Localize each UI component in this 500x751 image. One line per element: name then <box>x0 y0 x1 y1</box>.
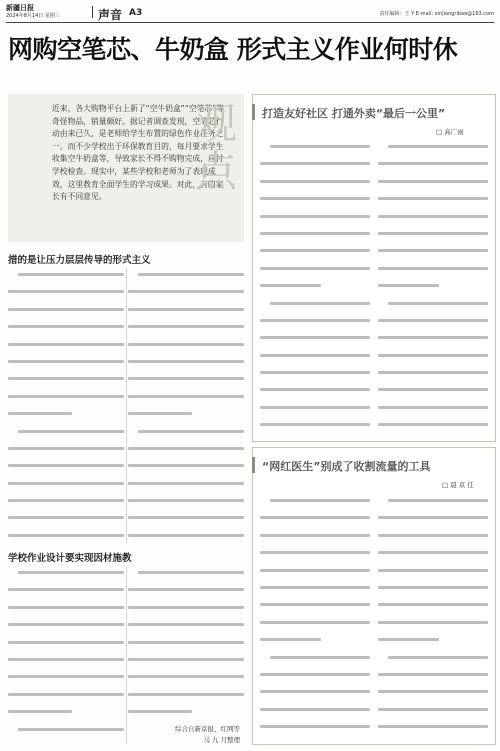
text-line <box>128 377 244 389</box>
text-line <box>128 308 244 320</box>
text-line <box>378 569 488 581</box>
left-bottom-column-2 <box>128 566 244 716</box>
text-line <box>260 656 370 668</box>
text-line <box>378 423 488 432</box>
text-line <box>260 516 370 528</box>
editor-credit: 马 九 月整理 <box>203 736 240 744</box>
illegible-text <box>378 388 488 391</box>
right-bottom-title: “网红医生”别成了收割流量的工具 <box>262 460 431 473</box>
illegible-text <box>8 606 124 609</box>
text-line <box>260 284 370 296</box>
illegible-text <box>260 534 370 537</box>
title-accent-bar <box>252 104 255 120</box>
text-line <box>128 693 244 705</box>
illegible-text <box>128 290 244 293</box>
illegible-text <box>128 658 244 661</box>
text-line <box>128 658 244 670</box>
illegible-text <box>8 412 72 415</box>
text-line <box>128 430 244 442</box>
illegible-text <box>378 319 488 322</box>
illegible-text <box>8 308 124 311</box>
text-line <box>260 586 370 598</box>
illegible-text <box>260 603 370 606</box>
illegible-text <box>378 423 488 426</box>
illegible-text <box>378 708 488 711</box>
text-line <box>378 725 488 737</box>
text-line <box>260 603 370 615</box>
illegible-text <box>138 273 244 276</box>
illegible-text <box>260 197 370 200</box>
text-line <box>260 569 370 581</box>
text-line <box>8 675 124 687</box>
illegible-text <box>378 215 488 218</box>
text-line <box>128 412 244 424</box>
text-line <box>378 516 488 528</box>
illegible-text <box>260 708 370 711</box>
illegible-text <box>378 267 488 270</box>
illegible-text <box>8 499 124 502</box>
illegible-text <box>138 430 244 433</box>
illegible-text <box>378 551 488 554</box>
right-bottom-column-1 <box>260 494 370 738</box>
illegible-text <box>128 641 244 644</box>
illegible-text <box>378 162 488 165</box>
text-line <box>128 395 244 407</box>
illegible-text <box>260 621 370 624</box>
text-line <box>260 180 370 192</box>
illegible-text <box>378 336 488 339</box>
text-line <box>378 603 488 615</box>
illegible-text <box>128 623 244 626</box>
masthead-divider <box>92 6 93 18</box>
illegible-text <box>128 693 244 696</box>
text-line <box>8 571 124 583</box>
text-line <box>8 588 124 600</box>
text-line <box>378 267 488 279</box>
text-line <box>378 232 488 244</box>
right-top-title: 打造友好社区 打通外卖“最后一公里” <box>262 107 446 120</box>
text-line <box>8 710 124 722</box>
text-line <box>128 499 244 511</box>
illegible-text <box>260 569 370 572</box>
illegible-text <box>378 406 488 409</box>
illegible-text <box>260 215 370 218</box>
text-line <box>8 516 124 528</box>
illegible-text <box>128 482 244 485</box>
illegible-text <box>8 623 124 626</box>
text-line <box>8 447 124 459</box>
text-line <box>8 343 124 355</box>
illegible-text <box>378 621 488 624</box>
illegible-text <box>260 162 370 165</box>
text-line <box>378 499 488 511</box>
illegible-text <box>378 586 488 589</box>
text-line <box>8 728 124 740</box>
illegible-text <box>270 499 370 502</box>
illegible-text <box>260 423 370 426</box>
text-line <box>8 641 124 653</box>
illegible-text <box>128 534 244 537</box>
text-line <box>260 162 370 174</box>
illegible-text <box>8 588 124 591</box>
text-line <box>128 464 244 476</box>
text-line <box>378 621 488 633</box>
decorative-heading: 观点 <box>194 99 237 196</box>
source-credit: 综合自新京报、红网等 <box>175 725 240 733</box>
illegible-text <box>270 656 370 659</box>
text-line <box>378 388 488 400</box>
text-line <box>128 571 244 583</box>
editor-info: 责任编辑：王 Y E-mail: xinjiangribao@163.com <box>379 11 494 17</box>
illegible-text <box>8 377 124 380</box>
illegible-text <box>8 447 124 450</box>
illegible-text <box>378 690 488 693</box>
text-line <box>260 336 370 348</box>
illegible-text <box>8 290 124 293</box>
illegible-text <box>128 412 192 415</box>
title-accent-bar <box>252 457 255 473</box>
text-line <box>128 710 244 716</box>
text-line <box>8 499 124 511</box>
illegible-text <box>8 534 124 537</box>
illegible-text <box>8 395 124 398</box>
illegible-text <box>378 516 488 519</box>
text-line <box>378 406 488 418</box>
illegible-text <box>8 360 124 363</box>
text-line <box>260 267 370 279</box>
illegible-text <box>378 232 488 235</box>
illegible-text <box>388 302 488 305</box>
text-line <box>378 162 488 174</box>
illegible-text <box>260 690 370 693</box>
text-line <box>128 588 244 600</box>
text-line <box>260 232 370 244</box>
text-line <box>260 319 370 331</box>
illegible-text <box>270 145 370 148</box>
illegible-text <box>378 284 439 287</box>
text-line <box>378 708 488 720</box>
text-line <box>8 606 124 618</box>
illegible-text <box>128 360 244 363</box>
illegible-text <box>18 571 124 574</box>
illegible-text <box>8 464 124 467</box>
illegible-text <box>260 388 370 391</box>
text-line <box>260 638 370 650</box>
text-line <box>128 360 244 372</box>
illegible-text <box>128 499 244 502</box>
text-line <box>128 641 244 653</box>
illegible-text <box>128 464 244 467</box>
left-top-column-2 <box>128 268 244 543</box>
right-top-byline: □ 高广雨 <box>436 128 464 136</box>
illegible-text <box>18 273 124 276</box>
illegible-text <box>8 675 124 678</box>
text-line <box>8 693 124 705</box>
text-line <box>260 551 370 563</box>
illegible-text <box>18 430 124 433</box>
right-top-column-1 <box>260 140 370 432</box>
text-line <box>260 388 370 400</box>
illegible-text <box>8 325 124 328</box>
illegible-text <box>378 534 488 537</box>
section-number: A3 <box>129 8 143 18</box>
illegible-text <box>260 638 321 641</box>
text-line <box>128 343 244 355</box>
right-top-column-2 <box>378 140 488 432</box>
text-line <box>378 690 488 702</box>
left-bottom-subhead: 学校作业设计要实现因材施教 <box>8 553 132 564</box>
illegible-text <box>260 354 370 357</box>
illegible-text <box>388 499 488 502</box>
illegible-text <box>260 249 370 252</box>
text-line <box>260 499 370 511</box>
text-line <box>378 319 488 331</box>
text-line <box>378 551 488 563</box>
text-line <box>260 534 370 546</box>
illegible-text <box>128 516 244 519</box>
text-line <box>8 430 124 442</box>
text-line <box>378 215 488 227</box>
text-line <box>8 360 124 372</box>
text-line <box>8 464 124 476</box>
paper-name: 新疆日报 <box>6 3 34 12</box>
text-line <box>260 406 370 418</box>
column-rule <box>126 268 127 543</box>
illegible-text <box>378 371 488 374</box>
text-line <box>378 145 488 157</box>
right-bottom-column-2 <box>378 494 488 738</box>
illegible-text <box>128 675 244 678</box>
text-line <box>260 423 370 432</box>
text-line <box>8 377 124 389</box>
illegible-text <box>18 728 124 731</box>
illegible-text <box>260 551 370 554</box>
text-line <box>378 638 488 650</box>
text-line <box>8 395 124 407</box>
text-line <box>260 621 370 633</box>
illegible-text <box>388 145 488 148</box>
illegible-text <box>378 603 488 606</box>
illegible-text <box>378 638 439 641</box>
text-line <box>260 145 370 157</box>
text-line <box>260 249 370 261</box>
text-line <box>128 273 244 285</box>
text-line <box>378 371 488 383</box>
illegible-text <box>128 308 244 311</box>
illegible-text <box>8 641 124 644</box>
text-line <box>128 534 244 543</box>
illegible-text <box>260 180 370 183</box>
text-line <box>378 302 488 314</box>
illegible-text <box>260 586 370 589</box>
left-bottom-column-1 <box>8 566 124 744</box>
illegible-text <box>128 325 244 328</box>
text-line <box>128 447 244 459</box>
text-line <box>8 658 124 670</box>
text-line <box>378 586 488 598</box>
text-line <box>378 197 488 209</box>
issue-date: 2024年8月14日 星期三 <box>6 13 60 19</box>
illegible-text <box>378 249 488 252</box>
illegible-text <box>128 606 244 609</box>
illegible-text <box>8 693 124 696</box>
right-bottom-byline: □ 晨 京 任 <box>442 481 474 489</box>
text-line <box>378 284 488 296</box>
illegible-text <box>260 267 370 270</box>
text-line <box>378 336 488 348</box>
illegible-text <box>270 302 370 305</box>
text-line <box>260 725 370 737</box>
text-line <box>260 215 370 227</box>
text-line <box>378 180 488 192</box>
illegible-text <box>8 482 124 485</box>
illegible-text <box>260 319 370 322</box>
illegible-text <box>260 232 370 235</box>
text-line <box>260 197 370 209</box>
illegible-text <box>128 395 244 398</box>
left-top-column-1 <box>8 268 124 543</box>
illegible-text <box>260 284 321 287</box>
text-line <box>8 308 124 320</box>
illegible-text <box>378 673 488 676</box>
illegible-text <box>378 180 488 183</box>
text-line <box>128 623 244 635</box>
illegible-text <box>378 725 488 728</box>
text-line <box>8 290 124 302</box>
page-headline: 网购空笔芯、牛奶盒 形式主义作业何时休 <box>8 35 458 64</box>
illegible-text <box>128 343 244 346</box>
text-line <box>128 290 244 302</box>
illegible-text <box>378 354 488 357</box>
text-line <box>128 606 244 618</box>
text-line <box>8 412 124 424</box>
text-line <box>260 354 370 366</box>
text-line <box>128 482 244 494</box>
illegible-text <box>138 571 244 574</box>
text-line <box>128 516 244 528</box>
illegible-text <box>260 516 370 519</box>
illegible-text <box>8 343 124 346</box>
text-line <box>8 623 124 635</box>
lead-paragraph: 近来，各大购物平台上新了“空牛奶盒”“空笔芯”等奇怪物品，销量颇好。据记者调查发现，空笔芯行动由来已久，是老师给学生布置的绿色作业任务之一。而不少学校出于环保教育目的，每月要求学生收集空牛奶盒等，导致家长不得不购物完成，应付学校检查。现实中，某些学校和老师为了表现成效，这里教育全面学生的学习成果。对此，有的家长有不同意见。 <box>52 104 225 202</box>
illegible-text <box>378 197 488 200</box>
text-line <box>128 325 244 337</box>
text-line <box>378 673 488 685</box>
text-line <box>378 249 488 261</box>
section-name: 声音 <box>98 8 123 22</box>
column-rule <box>126 566 127 744</box>
text-line <box>260 371 370 383</box>
illegible-text <box>260 673 370 676</box>
illegible-text <box>378 569 488 572</box>
text-line <box>8 534 124 543</box>
text-line <box>260 302 370 314</box>
illegible-text <box>260 725 370 728</box>
text-line <box>378 656 488 668</box>
text-line <box>8 273 124 285</box>
text-line <box>378 534 488 546</box>
illegible-text <box>128 447 244 450</box>
text-line <box>260 673 370 685</box>
illegible-text <box>388 656 488 659</box>
text-line <box>378 354 488 366</box>
illegible-text <box>260 371 370 374</box>
illegible-text <box>8 710 72 713</box>
text-line <box>260 708 370 720</box>
illegible-text <box>128 588 244 591</box>
text-line <box>8 325 124 337</box>
left-top-subhead: 措的是让压力层层传导的形式主义 <box>8 255 151 266</box>
masthead <box>6 4 494 23</box>
illegible-text <box>8 516 124 519</box>
illegible-text <box>128 710 192 713</box>
illegible-text <box>260 406 370 409</box>
text-line <box>128 675 244 687</box>
illegible-text <box>128 377 244 380</box>
text-line <box>8 482 124 494</box>
text-line <box>260 690 370 702</box>
illegible-text <box>260 336 370 339</box>
illegible-text <box>8 658 124 661</box>
